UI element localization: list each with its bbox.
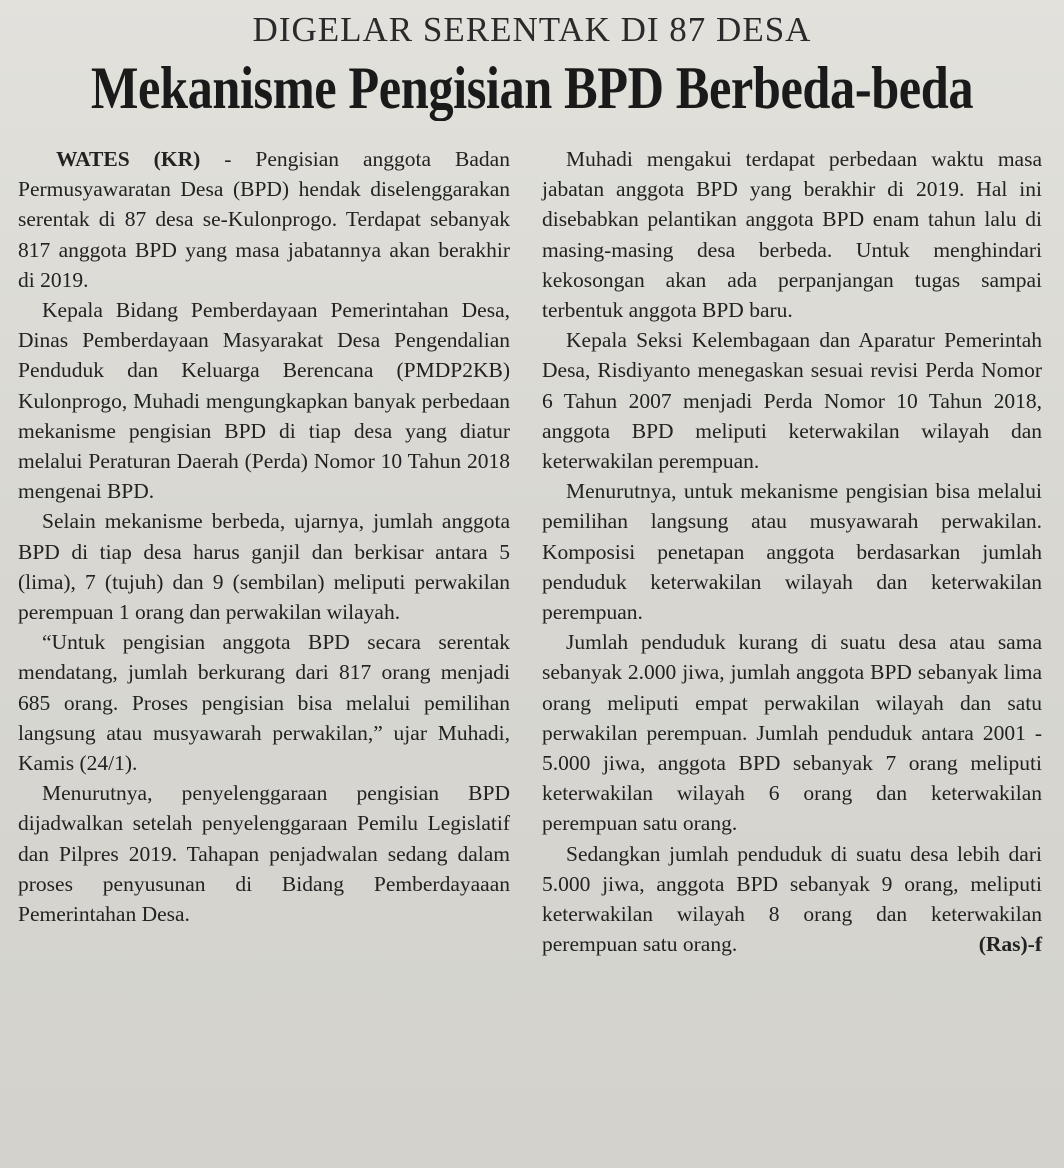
article-headline: Mekanisme Pengisian BPD Berbeda-beda xyxy=(90,55,974,121)
paragraph: Kepala Seksi Kelembagaan dan Aparatur Pemerintah Desa, Risdiyanto menegaskan sesuai revisi Perda Nomor 6 Tahun 2007 menjadi Perda Nomor 10 Tahun 2018, anggota BPD meliputi keterwakilan wilayah dan keterwakilan perempuan. xyxy=(542,328,1042,474)
article-kicker: DIGELAR SERENTAK DI 87 DESA xyxy=(252,10,812,49)
column-divider xyxy=(527,145,528,1135)
paragraph: Sedangkan jumlah penduduk di suatu desa lebih dari 5.000 jiwa, anggota BPD sebanyak 9 orang, meliputi keterwakilan wilayah 8 orang dan keterwakilan perempuan satu orang. xyxy=(542,841,1042,957)
paragraph: Menurutnya, penyelenggaraan pengisian BPD dijadwalkan setelah penyelenggaraan Pemilu Legislatif dan Pilpres 2019. Tahapan penjadwalan sedang dalam proses penyusunan di Bidang Pemberdayaaan Pemerintahan Desa. xyxy=(18,781,510,927)
paragraph: Kepala Bidang Pemberdayaan Pemerintahan Desa, Dinas Pemberdayaan Masyarakat Desa Pengendalian Penduduk dan Keluarga Berencana (PMDP2KB) Kulonprogo, Muhadi mengungkapkan banyak perbedaan mekanisme pengisian BPD di tiap desa yang diatur melalui Peraturan Daerah (Perda) Nomor 10 Tahun 2018 mengenai BPD. xyxy=(18,298,510,504)
paragraph-text: - Pengisian anggota Badan Permusyawaratan Desa (BPD) hendak diselenggarakan serentak di 87 desa se-Kulonprogo. Terdapat sebanyak 817 anggota BPD yang masa jabatannya akan berakhir di 2019. xyxy=(18,147,510,292)
left-column xyxy=(18,144,510,929)
paragraph xyxy=(18,144,510,295)
paragraph: Selain mekanisme berbeda, ujarnya, jumlah anggota BPD di tiap desa harus ganjil dan berkisar antara 5 (lima), 7 (tujuh) dan 9 (sembilan) meliputi perwakilan perempuan 1 orang dan perwakilan wilayah. xyxy=(18,509,510,625)
dateline: WATES (KR) xyxy=(56,147,201,171)
paragraph: Menurutnya, untuk mekanisme pengisian bisa melalui pemilihan langsung atau musyawarah perwakilan. Komposisi penetapan anggota berdasarkan jumlah penduduk keterwakilan wilayah dan keterwakilan perempuan. xyxy=(542,479,1042,625)
right-column xyxy=(542,144,1042,960)
author-signoff: (Ras)-f xyxy=(978,932,1042,957)
paragraph: Jumlah penduduk kurang di suatu desa atau sama sebanyak 2.000 jiwa, jumlah anggota BPD sebanyak lima orang meliputi empat perwakilan wilayah dan satu perwakilan perempuan. Jumlah penduduk antara 2001 - 5.000 jiwa, anggota BPD sebanyak 7 orang meliputi keterwakilan wilayah 6 orang dan keterwakilan perempuan satu orang. xyxy=(542,630,1042,836)
paragraph: Muhadi mengakui terdapat perbedaan waktu masa jabatan anggota BPD yang berakhir di 2019. Hal ini disebabkan pelantikan anggota BPD enam tahun lalu di masing-masing desa berbeda. Untuk menghindari kekosongan akan ada perpanjangan tugas sampai terbentuk anggota BPD baru. xyxy=(542,147,1042,323)
paragraph: “Untuk pengisian anggota BPD secara serentak mendatang, jumlah berkurang dari 817 orang menjadi 685 orang. Proses pengisian bisa melalui pemilihan langsung atau musyawarah perwakilan,” ujar Muhadi, Kamis (24/1). xyxy=(18,630,510,776)
